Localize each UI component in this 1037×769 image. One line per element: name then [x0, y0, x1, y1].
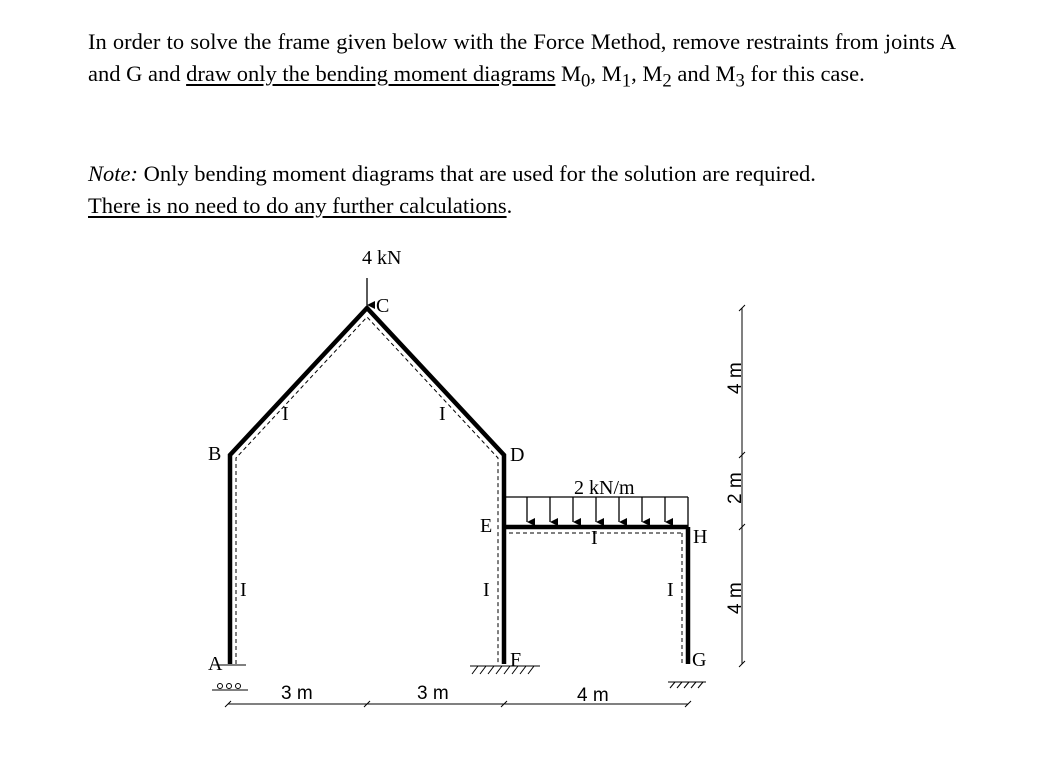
note-label: Note:: [88, 161, 138, 186]
note-underlined: There is no need to do any further calculations: [88, 193, 507, 218]
moment-m0: M: [555, 61, 582, 86]
moment-m1-sub: 1: [621, 70, 632, 92]
dim-h-2: 3 m: [417, 683, 449, 704]
point-load-label: 4 kN: [362, 247, 402, 269]
dimension-lines: [225, 305, 745, 707]
moment-m1: , M: [590, 61, 622, 86]
member-ef-inertia: I: [483, 579, 490, 601]
statement-end: for this case.: [744, 61, 865, 86]
member-bc-inertia: I: [282, 403, 289, 425]
dim-v-1: 4 m: [725, 362, 746, 394]
dim-v-2: 2 m: [725, 472, 746, 504]
dim-h-3: 4 m: [577, 685, 609, 706]
support-f: [470, 666, 540, 674]
dim-h-1: 3 m: [281, 683, 313, 704]
node-h-label: H: [693, 526, 708, 548]
note-end: .: [506, 193, 513, 218]
moment-m3: and M: [671, 61, 736, 86]
node-g-label: G: [692, 649, 707, 671]
node-d-label: D: [510, 444, 525, 466]
distributed-load: [504, 497, 688, 527]
node-c-label: C: [376, 295, 390, 317]
moment-m0-sub: 0: [581, 70, 591, 92]
support-g: [668, 682, 706, 688]
node-e-label: E: [480, 515, 493, 537]
moment-m2: , M: [631, 61, 663, 86]
distributed-load-label: 2 kN/m: [574, 477, 635, 499]
member-ab-inertia: I: [240, 579, 247, 601]
node-f-label: F: [510, 649, 522, 671]
member-hg-inertia: I: [667, 579, 674, 601]
moment-m2-sub: 2: [662, 70, 672, 92]
statement-text: In order to solve the frame given below with the Force Method, remove restraints from joints A and G and: [88, 29, 956, 86]
member-eh-inertia: I: [591, 527, 598, 549]
moment-m3-sub: 3: [735, 70, 745, 92]
note-text: Only bending moment diagrams that are used for the solution are required.: [138, 161, 816, 186]
statement-underlined: draw only the bending moment diagrams: [186, 61, 556, 86]
member-cd-inertia: I: [439, 403, 446, 425]
node-b-label: B: [208, 443, 222, 465]
frame-main: [230, 308, 504, 664]
dim-v-3: 4 m: [725, 582, 746, 614]
node-a-label: A: [208, 653, 223, 675]
